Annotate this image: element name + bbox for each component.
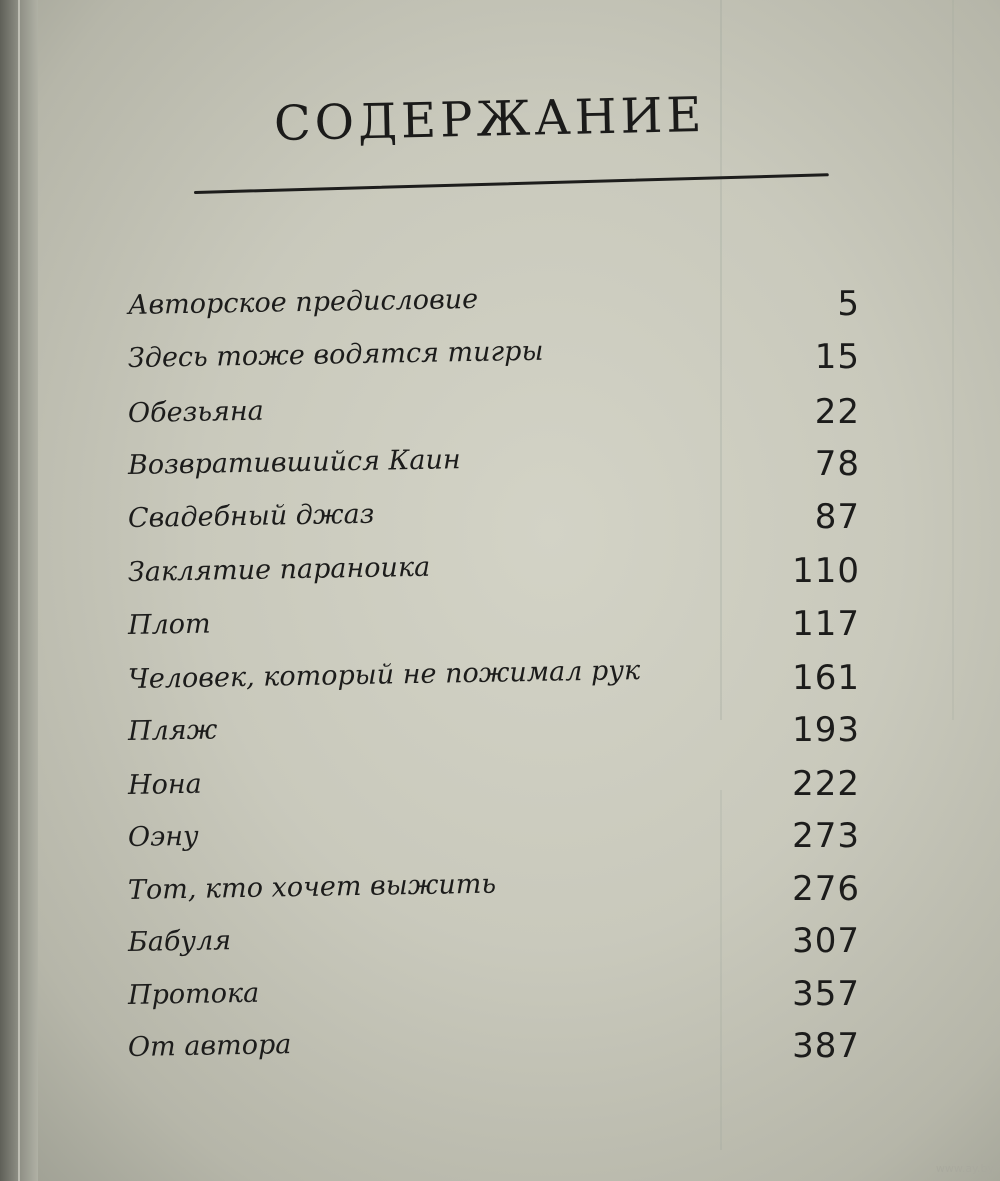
toc-entry-title: Оэну xyxy=(127,820,199,853)
toc-entry xyxy=(0,710,1000,766)
toc-entry-page: 222 xyxy=(792,764,860,804)
toc-entry-title: Возвратившийся Каин xyxy=(127,444,461,481)
toc-entry xyxy=(0,604,1000,660)
toc-entry xyxy=(0,816,1000,872)
toc-entry-page: 387 xyxy=(792,1026,860,1066)
toc-entry-page: 22 xyxy=(814,392,860,432)
toc-entry-title: Протока xyxy=(127,977,260,1011)
toc-entry-page: 78 xyxy=(814,444,860,484)
toc-entry xyxy=(0,444,1000,500)
toc-entry xyxy=(0,974,1000,1030)
toc-entry-title: Пляж xyxy=(127,714,218,747)
toc-entry xyxy=(0,655,1000,714)
toc-entry-title: Свадебный джаз xyxy=(127,498,375,534)
toc-entry-title: Обезьяна xyxy=(127,395,265,429)
toc-entry-title: Тот, кто хочет выжить xyxy=(127,868,497,906)
toc-entry-title: Авторское предисловие xyxy=(127,283,479,321)
toc-entry xyxy=(0,283,1000,340)
toc-entry xyxy=(0,335,1000,393)
toc-entry-page: 117 xyxy=(792,604,860,644)
toc-entry-page: 5 xyxy=(837,284,860,324)
toc-entry-page: 193 xyxy=(792,710,860,750)
toc-entry xyxy=(0,764,1000,820)
toc-entry-title: Здесь тоже водятся тигры xyxy=(127,335,544,374)
site-watermark: www.ay.by xyxy=(935,1162,994,1175)
toc-entry xyxy=(0,497,1000,553)
toc-entry-page: 307 xyxy=(792,921,860,961)
toc-entry-page: 161 xyxy=(792,658,860,698)
toc-entry-title: Плот xyxy=(127,608,211,641)
contents-heading: СОДЕРЖАНИЕ xyxy=(273,86,706,152)
toc-entry-page: 87 xyxy=(814,497,860,537)
toc-entry-title: Заклятие параноика xyxy=(127,551,431,588)
toc-entry-title: От автора xyxy=(127,1029,292,1063)
toc-entry-page: 110 xyxy=(792,551,860,591)
toc-entry-title: Бабуля xyxy=(127,925,232,958)
toc-entry-page: 273 xyxy=(792,816,860,856)
toc-entry-page: 15 xyxy=(814,337,860,377)
toc-entry xyxy=(0,921,1000,977)
toc-entry-page: 276 xyxy=(792,869,860,909)
toc-entry-page: 357 xyxy=(792,974,860,1014)
toc-entry xyxy=(0,868,1000,925)
toc-entry-title: Нона xyxy=(127,768,202,801)
toc-entry xyxy=(0,392,1000,448)
toc-entry xyxy=(0,1026,1000,1082)
toc-entry xyxy=(0,551,1000,607)
toc-entry-title: Человек, который не пожимал рук xyxy=(127,655,641,695)
